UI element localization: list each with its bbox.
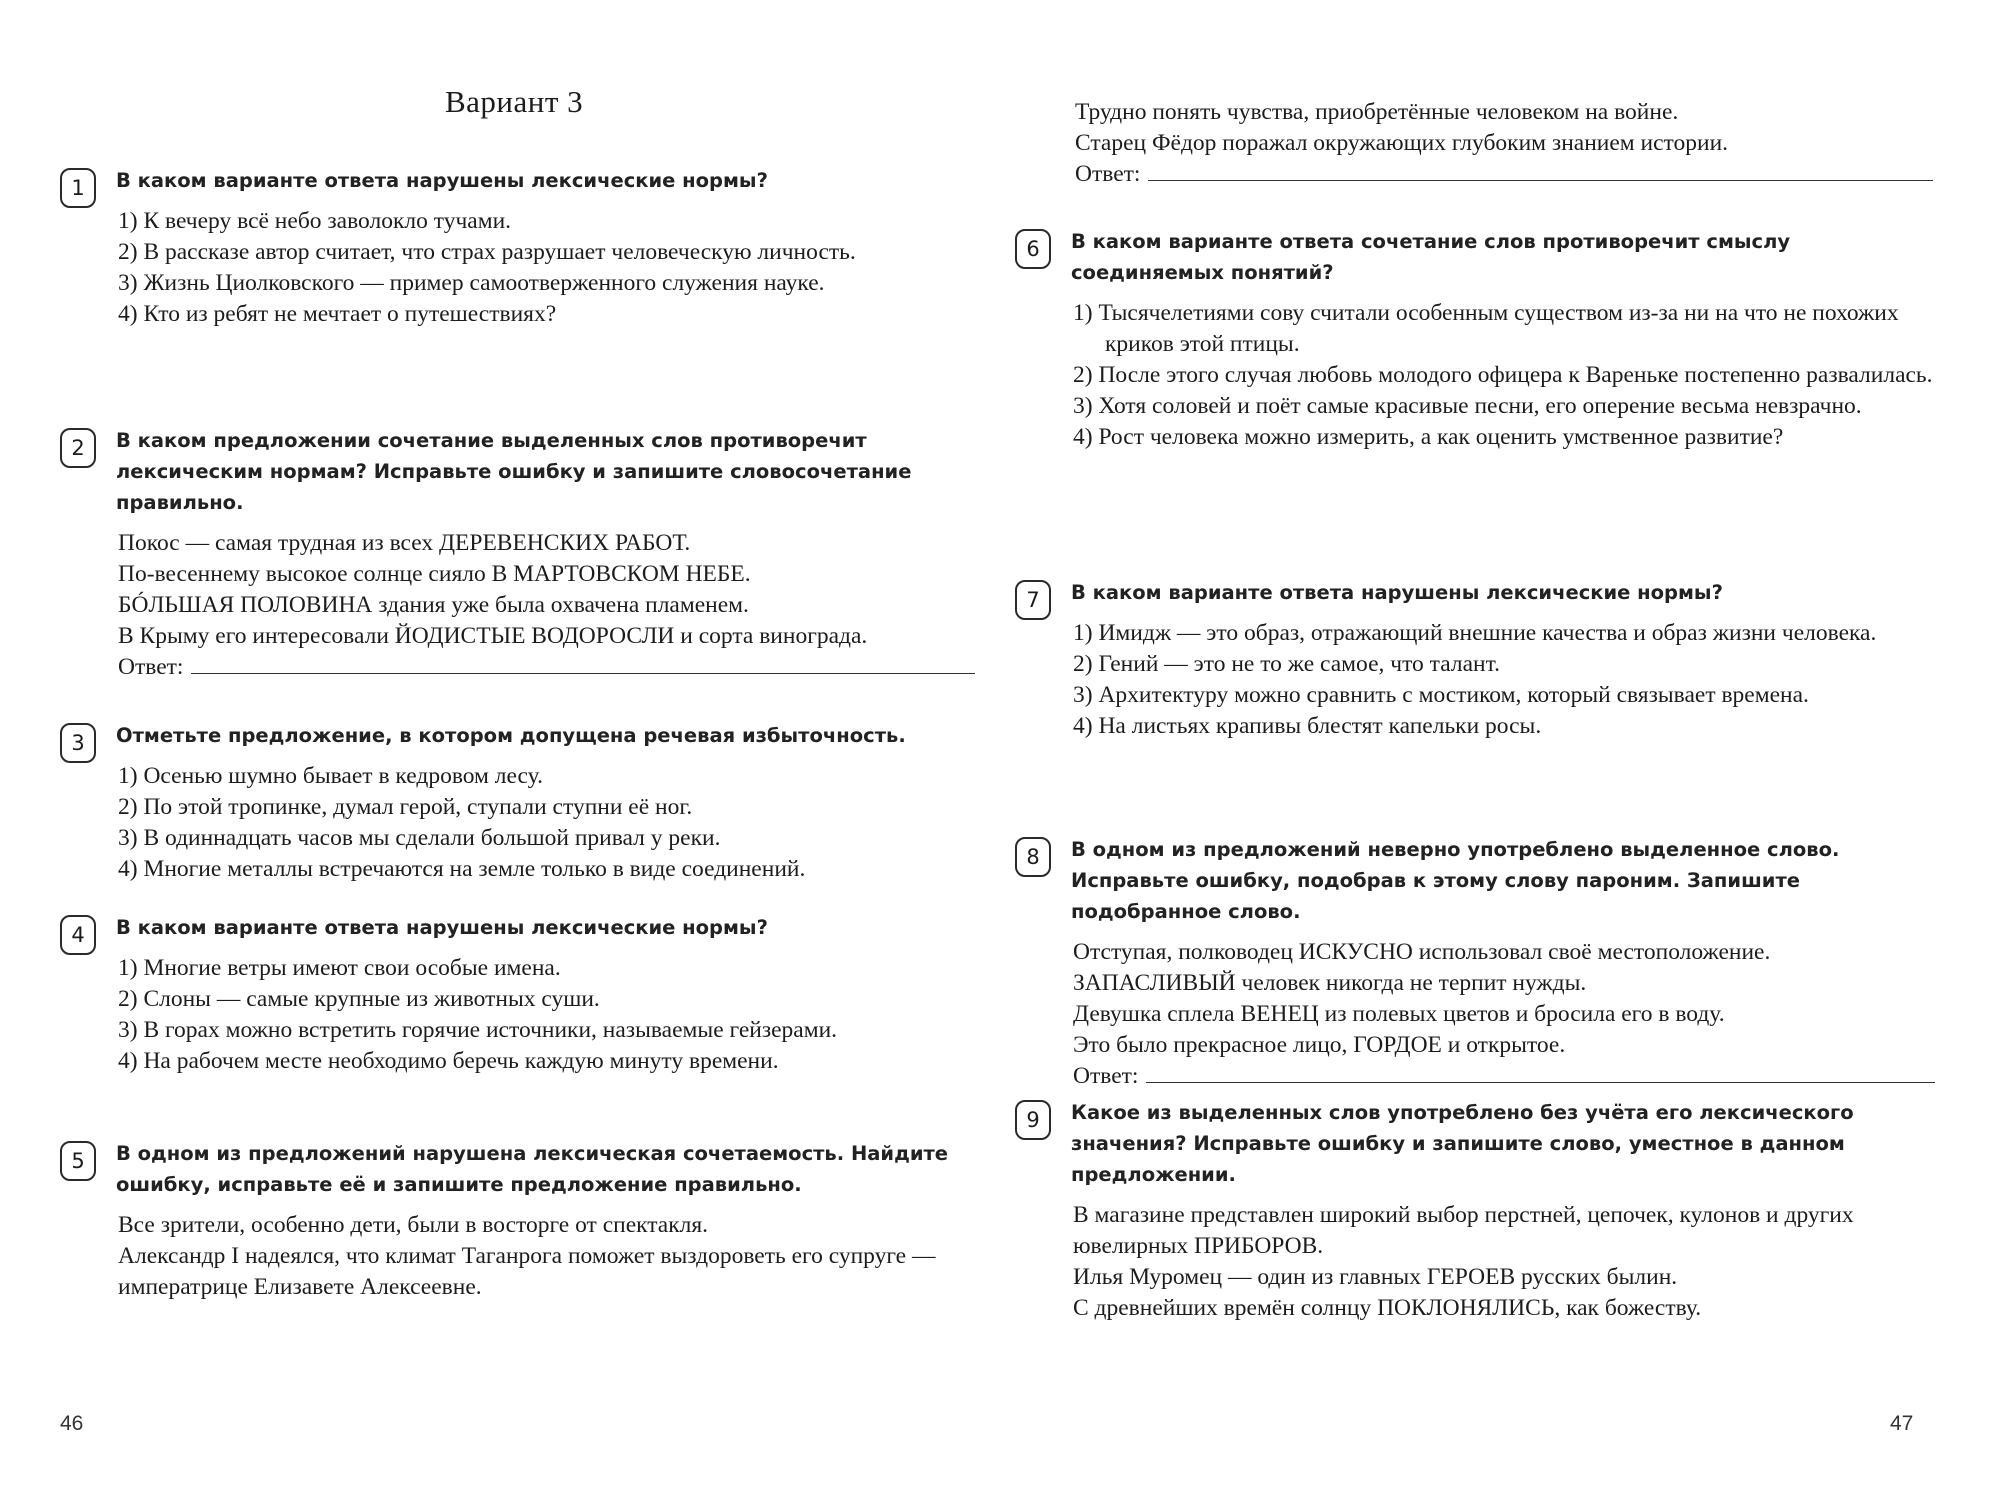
answer-rule[interactable] <box>191 654 975 674</box>
option-item: 3) Жизнь Циолковского — пример самоотверженного служения науке. <box>118 270 825 296</box>
sentence: Старец Фёдор поражал окружающих глубоким знанием истории. <box>1075 130 1729 156</box>
sentence: Трудно понять чувства, приобретённые человеком на войне. <box>1075 99 1679 125</box>
task-question: В каком варианте ответа нарушены лексические нормы? <box>116 916 768 939</box>
sentence: Это было прекрасное лицо, ГОРДОЕ и открытое. <box>1073 1032 1566 1058</box>
answer-label: Ответ: <box>1073 1063 1139 1089</box>
option-item: 1) К вечеру всё небо заволокло тучами. <box>118 208 512 234</box>
sentence: Все зрители, особенно дети, были в восторге от спектакля. <box>118 1212 709 1238</box>
task-question: В одном из предложений нарушена лексическая сочетаемость. Найдите ошибку, исправьте её и запишите предложение правильно. <box>116 1142 949 1196</box>
task-sentences <box>1073 1200 1935 1324</box>
page-number-right: 47 <box>1890 1412 1914 1435</box>
option-item: 2) По этой тропинке, думал герой, ступали ступни её ног. <box>118 794 693 820</box>
sentence: С древнейших времён солнцу ПОКЛОНЯЛИСЬ, как божеству. <box>1073 1295 1702 1321</box>
option-item: 1) Многие ветры имеют свои особые имена. <box>118 955 561 981</box>
task-5 <box>60 1138 975 1303</box>
option-item: 2) После этого случая любовь молодого офицера к Вареньке постепенно развалилась. <box>1073 362 1933 388</box>
task-9 <box>1015 1097 1935 1324</box>
sentence: По-весеннему высокое солнце сияло В МАРТОВСКОМ НЕБЕ. <box>118 561 751 587</box>
sentence: Александр I надеялся, что климат Таганрога поможет выздороветь его супруге — императрице Елизавете Алексеевне. <box>118 1243 936 1300</box>
task-7 <box>1015 577 1935 742</box>
option-item: 4) Рост человека можно измерить, а как оценить умственное развитие? <box>1073 424 1784 450</box>
task-question: Отметьте предложение, в котором допущена речевая избыточность. <box>116 724 906 747</box>
task-number-badge: 3 <box>60 723 96 763</box>
option-item: 4) Многие металлы встречаются на земле только в виде соединений. <box>118 856 806 882</box>
sentence: БÓЛЬШАЯ ПОЛОВИНА здания уже была охвачена пламенем. <box>118 592 749 618</box>
task-number-badge: 6 <box>1015 229 1051 269</box>
task-question: В одном из предложений неверно употреблено выделенное слово. Исправьте ошибку, подобрав к этому слову пароним. Запишите подобранное слово. <box>1071 838 1840 923</box>
task-options <box>1073 618 1935 742</box>
sentence: Девушка сплела ВЕНЕЦ из полевых цветов и бросила его в воду. <box>1073 1001 1725 1027</box>
answer-label: Ответ: <box>1075 161 1141 187</box>
option-item: 2) Гений — это не то же самое, что талант. <box>1073 651 1500 677</box>
option-item: 1) Тысячелетиями сову считали особенным существом из-за ни на что не похожих криков этой птицы. <box>1073 300 1899 357</box>
answer-rule[interactable] <box>1148 161 1933 181</box>
task-question: В каком варианте ответа сочетание слов противоречит смыслу соединяемых понятий? <box>1071 230 1791 284</box>
sentence: ЗАПАСЛИВЫЙ человек никогда не терпит нужды. <box>1073 970 1587 996</box>
task-number-badge: 7 <box>1015 580 1051 620</box>
task-4 <box>60 912 975 1077</box>
task-number-badge: 9 <box>1015 1100 1051 1140</box>
task-options <box>1073 298 1935 453</box>
task-2 <box>60 425 975 683</box>
answer-field[interactable] <box>1073 1061 1935 1092</box>
sentence: Покос — самая трудная из всех ДЕРЕВЕНСКИХ РАБОТ. <box>118 530 691 556</box>
task-question: В каком предложении сочетание выделенных слов противоречит лексическим нормам? Исправьте ошибку и запишите словосочетание правильно. <box>116 429 912 514</box>
task-8 <box>1015 834 1935 1092</box>
task-number-badge: 1 <box>60 168 96 208</box>
task-options <box>118 761 975 885</box>
sentence: Отступая, полководец ИСКУСНО использовал своё местоположение. <box>1073 939 1771 965</box>
option-item: 2) В рассказе автор считает, что страх разрушает человеческую личность. <box>118 239 856 265</box>
option-item: 3) Архитектуру можно сравнить с мостиком, который связывает времена. <box>1073 682 1809 708</box>
task-number-badge: 5 <box>60 1141 96 1181</box>
task-sentences <box>118 1210 975 1303</box>
option-item: 4) На рабочем месте необходимо беречь каждую минуту времени. <box>118 1048 779 1074</box>
task-question: В каком варианте ответа нарушены лексические нормы? <box>116 169 768 192</box>
option-item: 4) На листьях крапивы блестят капельки росы. <box>1073 713 1542 739</box>
option-item: 3) Хотя соловей и поёт самые красивые песни, его оперение весьма невзрачно. <box>1073 393 1862 419</box>
task-options <box>118 206 975 330</box>
answer-field[interactable] <box>1075 159 1933 190</box>
task-number-badge: 4 <box>60 915 96 955</box>
task-question: Какое из выделенных слов употреблено без учёта его лексического значения? Исправьте ошибку и запишите слово, уместное в данном предложении. <box>1071 1101 1854 1186</box>
task-options <box>118 953 975 1077</box>
option-item: 1) Осенью шумно бывает в кедровом лесу. <box>118 763 543 789</box>
option-item: 3) В одиннадцать часов мы сделали большой привал у реки. <box>118 825 721 851</box>
variant-title: Вариант 3 <box>445 84 584 119</box>
task-number-badge: 2 <box>60 428 96 468</box>
task-sentences <box>118 528 975 683</box>
answer-field[interactable] <box>118 652 975 683</box>
sentence: В магазине представлен широкий выбор перстней, цепочек, кулонов и других ювелирных ПРИБОРОВ. <box>1073 1202 1854 1259</box>
task-number-badge: 8 <box>1015 837 1051 877</box>
sentence: Илья Муромец — один из главных ГЕРОЕВ русских былин. <box>1073 1264 1678 1290</box>
right-page <box>1000 0 2000 1496</box>
answer-rule[interactable] <box>1146 1063 1935 1083</box>
task-3 <box>60 720 975 885</box>
task-1 <box>60 165 975 330</box>
task-5-continuation <box>1075 97 1933 190</box>
option-item: 2) Слоны — самые крупные из животных суши. <box>118 986 600 1012</box>
task-question: В каком варианте ответа нарушены лексические нормы? <box>1071 581 1723 604</box>
page-number-left: 46 <box>60 1412 84 1435</box>
answer-label: Ответ: <box>118 654 184 680</box>
option-item: 4) Кто из ребят не мечтает о путешествиях? <box>118 301 557 327</box>
sentence: В Крыму его интересовали ЙОДИСТЫЕ ВОДОРОСЛИ и сорта винограда. <box>118 623 868 649</box>
option-item: 3) В горах можно встретить горячие источники, называемые гейзерами. <box>118 1017 838 1043</box>
option-item: 1) Имидж — это образ, отражающий внешние качества и образ жизни человека. <box>1073 620 1877 646</box>
task-sentences <box>1073 937 1935 1092</box>
task-6 <box>1015 226 1935 453</box>
